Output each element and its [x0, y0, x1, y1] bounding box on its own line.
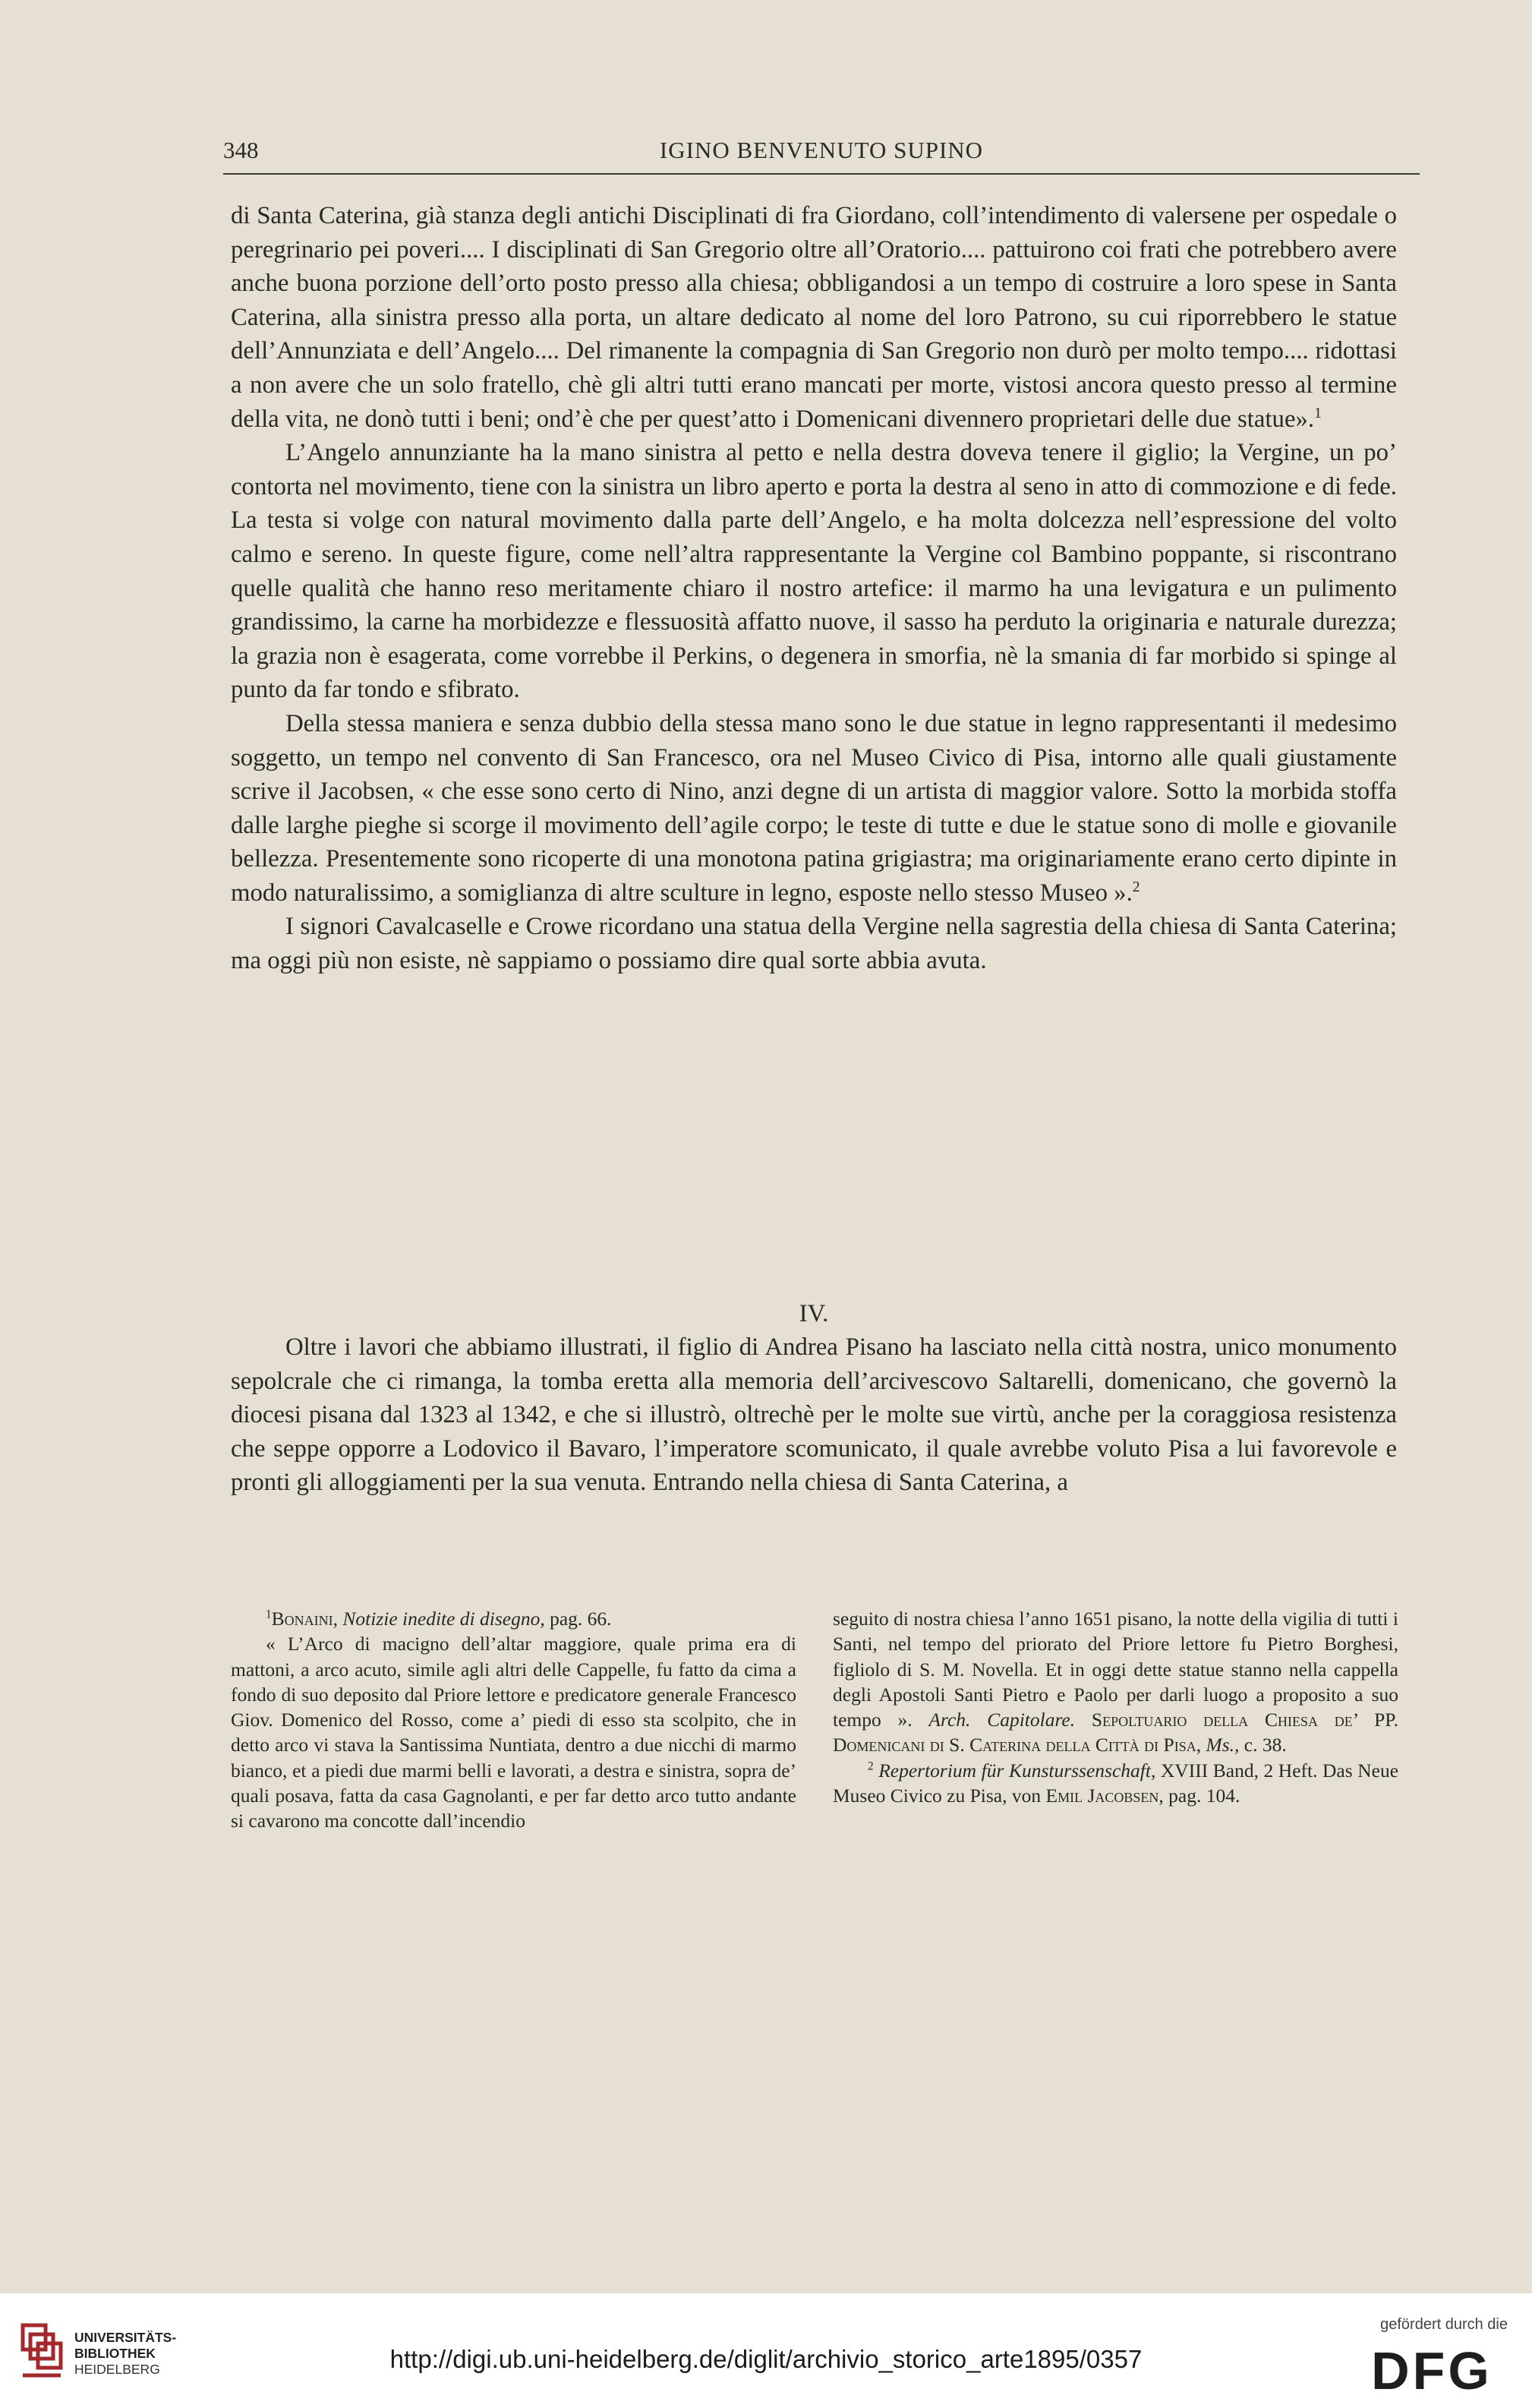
footnote-archive-detail: Sepoltuario della Chiesa de’ PP. Domenicani di S. Caterina della Città di Pisa, [833, 1709, 1399, 1756]
paragraph: L’Angelo annunziante ha la mano sinistra al petto e nella destra doveva tenere il giglio; la Vergine, un po’ contorta nel movimento, tiene con la sinistra un libro aperto e porta la destra al seno in atto di commozione e di fede. La testa si volge con natural movimento dalla parte dell’Angelo, e ha molta dolcezza nell’espressione del volto calmo e sereno. In queste figure, come nell’altra rappresentante la Vergine col Bambino poppante, si riscontrano quelle qualità che hanno reso meritamente chiaro il nostro artefice: il marmo ha una levigatura e un pulimento grandissimo, la carne ha morbidezze e flessuosità affatto nuove, il sasso ha perduto la originaria e naturale durezza; la grazia non è esagerata, come vorrebbe il Perkins, o degenera in smorfia, nè la smania di far morbido si spinge al punto da far tondo e sfibrato. [231, 439, 1397, 704]
footnote-ms-page: c. 38. [1244, 1734, 1287, 1756]
dfg-logo-icon [1356, 2345, 1508, 2394]
paragraph: Oltre i lavori che abbiamo illustrati, il figlio di Andrea Pisano ha lasciato nella città nostra, unico monumento sepolcrale che ci rimanga, la tomba eretta alla memoria dell’arcivescovo Saltarelli, domenicano, che governò la diocesi pisana dal 1323 al 1342, e che si illustrò, oltrechè per le molte sue virtù, anche per la coraggiosa resistenza che seppe opporre a Lodovico il Bavaro, l’imperatore scomunicato, il quale avrebbe voluto Pisa a lui favorevole e pronti gli alloggiamenti per la sua venuta. Entrando nella chiesa di Santa Caterina, a [231, 1333, 1397, 1497]
paragraph-text: Della stessa maniera e senza dubbio della stessa mano sono le due statue in legno rappresentanti il medesimo soggetto, un tempo nel convento di San Francesco, ora nel Museo Civico di Pisa, intorno alle quali giustamente scrive il Jacobsen, « che esse sono certo di Nino, anzi degne di un artista di maggior valore. Sotto la morbida stoffa dalle larghe pieghe si scorge il movimento dell’agile corpo; le teste di tutte e due le statue sono di molle e giovanile bellezza. Presentemente sono ricoperte di una monotona patina grigiastra; ma originariamente erano certo dipinte in modo naturalissimo, a somiglianza di altre sculture in legno, esposte nello stesso Museo ». [231, 709, 1397, 907]
library-name-line: UNIVERSITÄTS- [74, 2330, 177, 2345]
footnote-text: seguito di nostra chiesa l’anno 1651 pisano, la notte della vigilia di tutti i Santi, nel tempo del priorato del Priore lettore fu Pietro Borghesi, figliolo di S. M. Novella. Et in oggi dette statue stanno nella cappella degli Apostoli Santi Pietro e Paolo per darli luogo a proposito a suo tempo ». [833, 1608, 1398, 1731]
header-rule [223, 173, 1420, 175]
footnote-text: XVIII Band, 2 Heft. Das Neue Museo Civico zu Pisa, von [833, 1759, 1399, 1807]
page-header [223, 131, 1420, 176]
footnote-title: Notizie inedite di disegno, [342, 1608, 545, 1630]
footnote-ref: 1 [1314, 404, 1322, 421]
paragraph: I signori Cavalcaselle e Crowe ricordano una statua della Vergine nella sagrestia della chiesa di Santa Caterina; ma oggi più non esiste, nè sappiamo o possiamo dire qual sorte abbia avuta. [231, 913, 1397, 975]
footnote-author: Bonaini, [271, 1608, 339, 1630]
section-heading: IV. [799, 1300, 829, 1327]
body-text [231, 199, 1397, 978]
footnote-1-quote: « L’Arco di macigno dell’altar maggiore, quale prima era di mattoni, a arco acuto, simile agli altri delle Cappelle, fu fatto da cima a fondo di suo deposito dal Priore lettore e predicatore generale Francesco Giov. Domenico del Rosso, come a’ piedi di esso sta scolpito, che in detto arco vi stava la Santissima Nuntiata, dentro a due nicchi di marmo bianco, et a piedi due marmi belli e lavorati, a destra e sinistra, sopra de’ quali posava, fatta da casa Gagnolanti, e per far detto arco tutto andante si cavarono ma concotte dall’incendio [231, 1633, 796, 1832]
paragraph-text: di Santa Caterina, già stanza degli antichi Disciplinati di fra Giordano, coll’intendimento di valersene per ospedale o peregrinario pei poveri.... I disciplinati di San Gregorio oltre all’Oratorio.... pattuirono coi frati che potrebbero avere anche buona porzione dell’orto posto presso alla chiesa; obbligandosi a un tempo di costruire a loro spese in Santa Caterina, alla sinistra presso alla porta, un altare dedicato al nome del loro Patrono, su cui riporrebbero le statue dell’Annunziata e dell’Angelo.... Del rimanente la compagnia di San Gregorio non durò per molto tempo.... ridottasi a non avere che un solo fratello, chè gli altri tutti erano mancati per morte, vistosi ancora questo presso al termine della vita, ne donò tutti i beni; ond’è che per quest’atto i Domenicani divennero proprietari delle due statue». [231, 202, 1397, 433]
paragraph [231, 199, 1397, 436]
footnote-1 [231, 1606, 796, 1631]
footnote-mark: 1 [266, 1608, 272, 1621]
footnote-mark: 2 [868, 1759, 874, 1773]
library-name-line: BIBLIOTHEK [74, 2346, 156, 2361]
footnote-author: Emil Jacobsen, [1045, 1785, 1164, 1807]
footnote-1-continued [833, 1606, 1398, 1758]
footnote-archive: Arch. Capitolare. [928, 1709, 1076, 1731]
page-number: 348 [223, 137, 259, 163]
section-body-text [231, 1330, 1397, 1500]
running-title: IGINO BENVENUTO SUPINO [659, 137, 984, 163]
viewer-footer [0, 2293, 1532, 2408]
permalink-url[interactable]: http://digi.ub.uni-heidelberg.de/diglit/archivio_storico_arte1895/0357 [389, 2345, 1143, 2373]
footnote-page: pag. 104. [1168, 1785, 1240, 1807]
paragraph [231, 707, 1397, 910]
footnote-2 [833, 1758, 1398, 1809]
footnote-column-right [833, 1606, 1398, 1808]
footnote-column-left [231, 1606, 796, 1834]
footnote-page: pag. 66. [550, 1608, 612, 1630]
library-name-line: HEIDELBERG [74, 2362, 160, 2377]
dfg-logo-text: DFG [1371, 2345, 1493, 2394]
footnote-ms: Ms., [1206, 1734, 1240, 1756]
footnote-ref: 2 [1132, 878, 1140, 895]
footnote-journal: Repertorium für Kunsturssenschaft, [878, 1759, 1156, 1782]
sponsor-block [1339, 2315, 1518, 2398]
sponsor-caption: gefördert durch die [1380, 2316, 1508, 2333]
